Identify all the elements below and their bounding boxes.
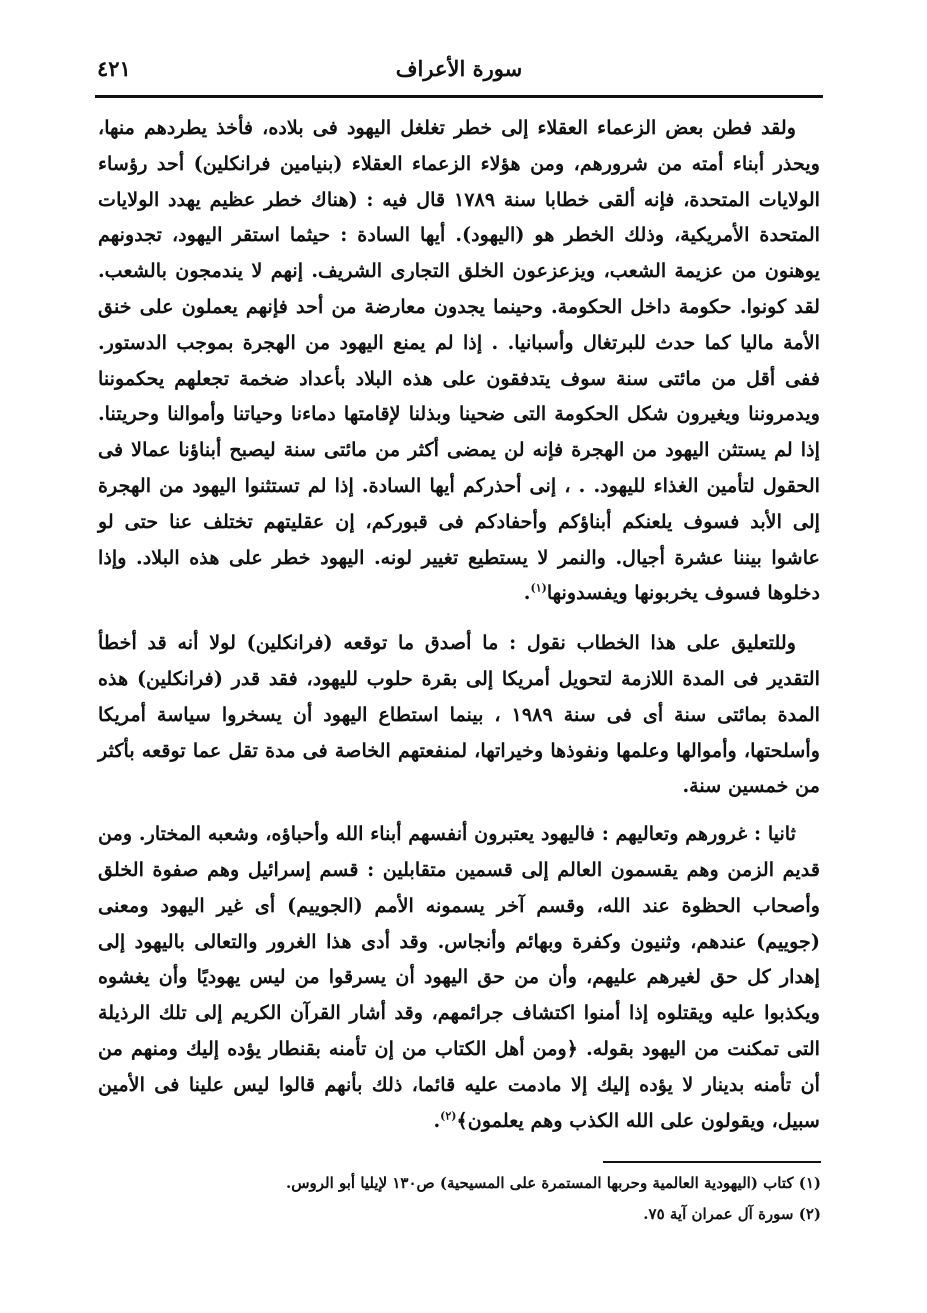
- paragraph: [98, 816, 820, 1138]
- paragraph-end: .: [433, 1108, 441, 1132]
- page-header: [95, 52, 823, 92]
- paragraph: [98, 110, 820, 611]
- footnote-reference: (١): [530, 581, 547, 595]
- paragraph-end: .: [523, 581, 531, 605]
- footnotes: [181, 1168, 821, 1230]
- main-text: [98, 110, 820, 1138]
- footnote-item: (٢) سورة آل عمران آية ٧٥.: [643, 1205, 821, 1223]
- surah-title: سورة الأعراف: [395, 56, 523, 81]
- paragraph-text: ثانيا : غرورهم وتعاليهم : فاليهود يعتبرون أنفسهم أبناء الله وأحباؤه، وشعبه المختار. ومن قديم الزمن وهم يقسمون العالم إلى قسمين متقابلين : قسم إسرائيل وهم صفوة الخلق وأصحاب الحظوة عند الله، وقسم آخر يسمونه الأمم (الجوييم) أى غير اليهود ومعنى (جوييم) عندهم، وثنيون وكفرة وبهائم وأنجاس. وقد أدى هذا الغرور والتعالى باليهود إلى إهدار كل حق لغيرهم عليهم، وأن من حق اليهود أن يسرقوا من ليس يهوديًا وأن يغشوه ويكذبوا عليه ويقتلوه إذا أمنوا اكتشاف جرائمهم، وقد أشار القرآن الكريم إلى تلك الرذيلة التى تمكنت من اليهود بقوله. ﴿ومن أهل الكتاب من إن تأمنه بقنطار يؤده إليك ومنهم من أن تأمنه بدينار لا يؤده إليك إلا مادمت عليه قائما، ذلك بأنهم قالوا ليس علينا فى الأمين سبيل، ويقولون على الله الكذب وهم يعلمون﴾: [98, 822, 820, 1132]
- footnote-reference: (٢): [440, 1109, 457, 1123]
- page-number: ٤٢١: [97, 56, 131, 81]
- footnote-item: (١) كتاب (اليهودية العالمية وحربها المستمرة على المسيحية) ص١٣٠ لإيليا أبو الروس.: [286, 1174, 821, 1192]
- paragraph: وللتعليق على هذا الخطاب نقول : ما أصدق ما توقعه (فرانكلين) لولا أنه قد أخطأ التقدير فى المدة اللازمة لتحويل أمريكا إلى بقرة حلوب لليهود، فقد قدر (فرانكلين) هذه المدة بمائتى سنة أى فى سنة ١٩٨٩ ، بينما استطاع اليهود أن يسخروا سياسة أمريكا وأسلحتها، وأموالها وعلمها ونفوذها وخيراتها، لمنفعتهم الخاصة فى مدة تقل عما توقعه بأكثر من خمسين سنة.: [98, 631, 821, 798]
- footnote-divider: [603, 1161, 821, 1163]
- paragraph-text: ولقد فطن بعض الزعماء العقلاء إلى خطر تغلغل اليهود فى بلاده، فأخذ يطردهم منها، ويحذر أبناء أمته من شرورهم، ومن هؤلاء الزعماء العقلاء (بنيامين فرانكلين) أحد رؤساء الولايات المتحدة، فإنه ألقى خطابا سنة ١٧٨٩ قال فيه : (هناك خطر عظيم يهدد الولايات المتحدة الأمريكية، وذلك الخطر هو (اليهود). أيها السادة : حيثما استقر اليهود، تجدونهم يوهنون من عزيمة الشعب، ويزعزعون الخلق التجارى الشريف. إنهم لا يندمجون بالشعب. لقد كونوا. حكومة داخل الحكومة. وحينما يجدون معارضة من أحد فإنهم يعملون على خنق الأمة ماليا كما حدث للبرتغال وأسبانيا. . إذا لم يمنع اليهود من الهجرة بموجب الدستور. ففى أقل من مائتى سنة سوف يتدفقون على هذه البلاد بأعداد ضخمة تجعلهم يحكموننا ويدمروننا ويغيرون شكل الحكومة التى ضحينا وبذلنا لإقامتها دماءنا وحياتنا وأموالنا وحريتنا. إذا لم يستثن اليهود من الهجرة فإنه لن يمضى أكثر من مائتى سنة ليصبح أبناؤنا عمالا فى الحقول لتأمين الغذاء لليهود. . ، إنى أحذركم أيها السادة. إذا لم تستثنوا اليهود من الهجرة إلى الأبد فسوف يلعنكم أبناؤكم وأحفادكم فى قبوركم، إن عقليتهم تختلف عنا حتى لو عاشوا بيننا عشرة أجيال. والنمر لا يستطيع تغيير لونه. اليهود خطر على هذه البلاد. وإذا دخلوها فسوف يخربونها ويفسدونها: [98, 116, 821, 605]
- header-divider: [95, 95, 823, 98]
